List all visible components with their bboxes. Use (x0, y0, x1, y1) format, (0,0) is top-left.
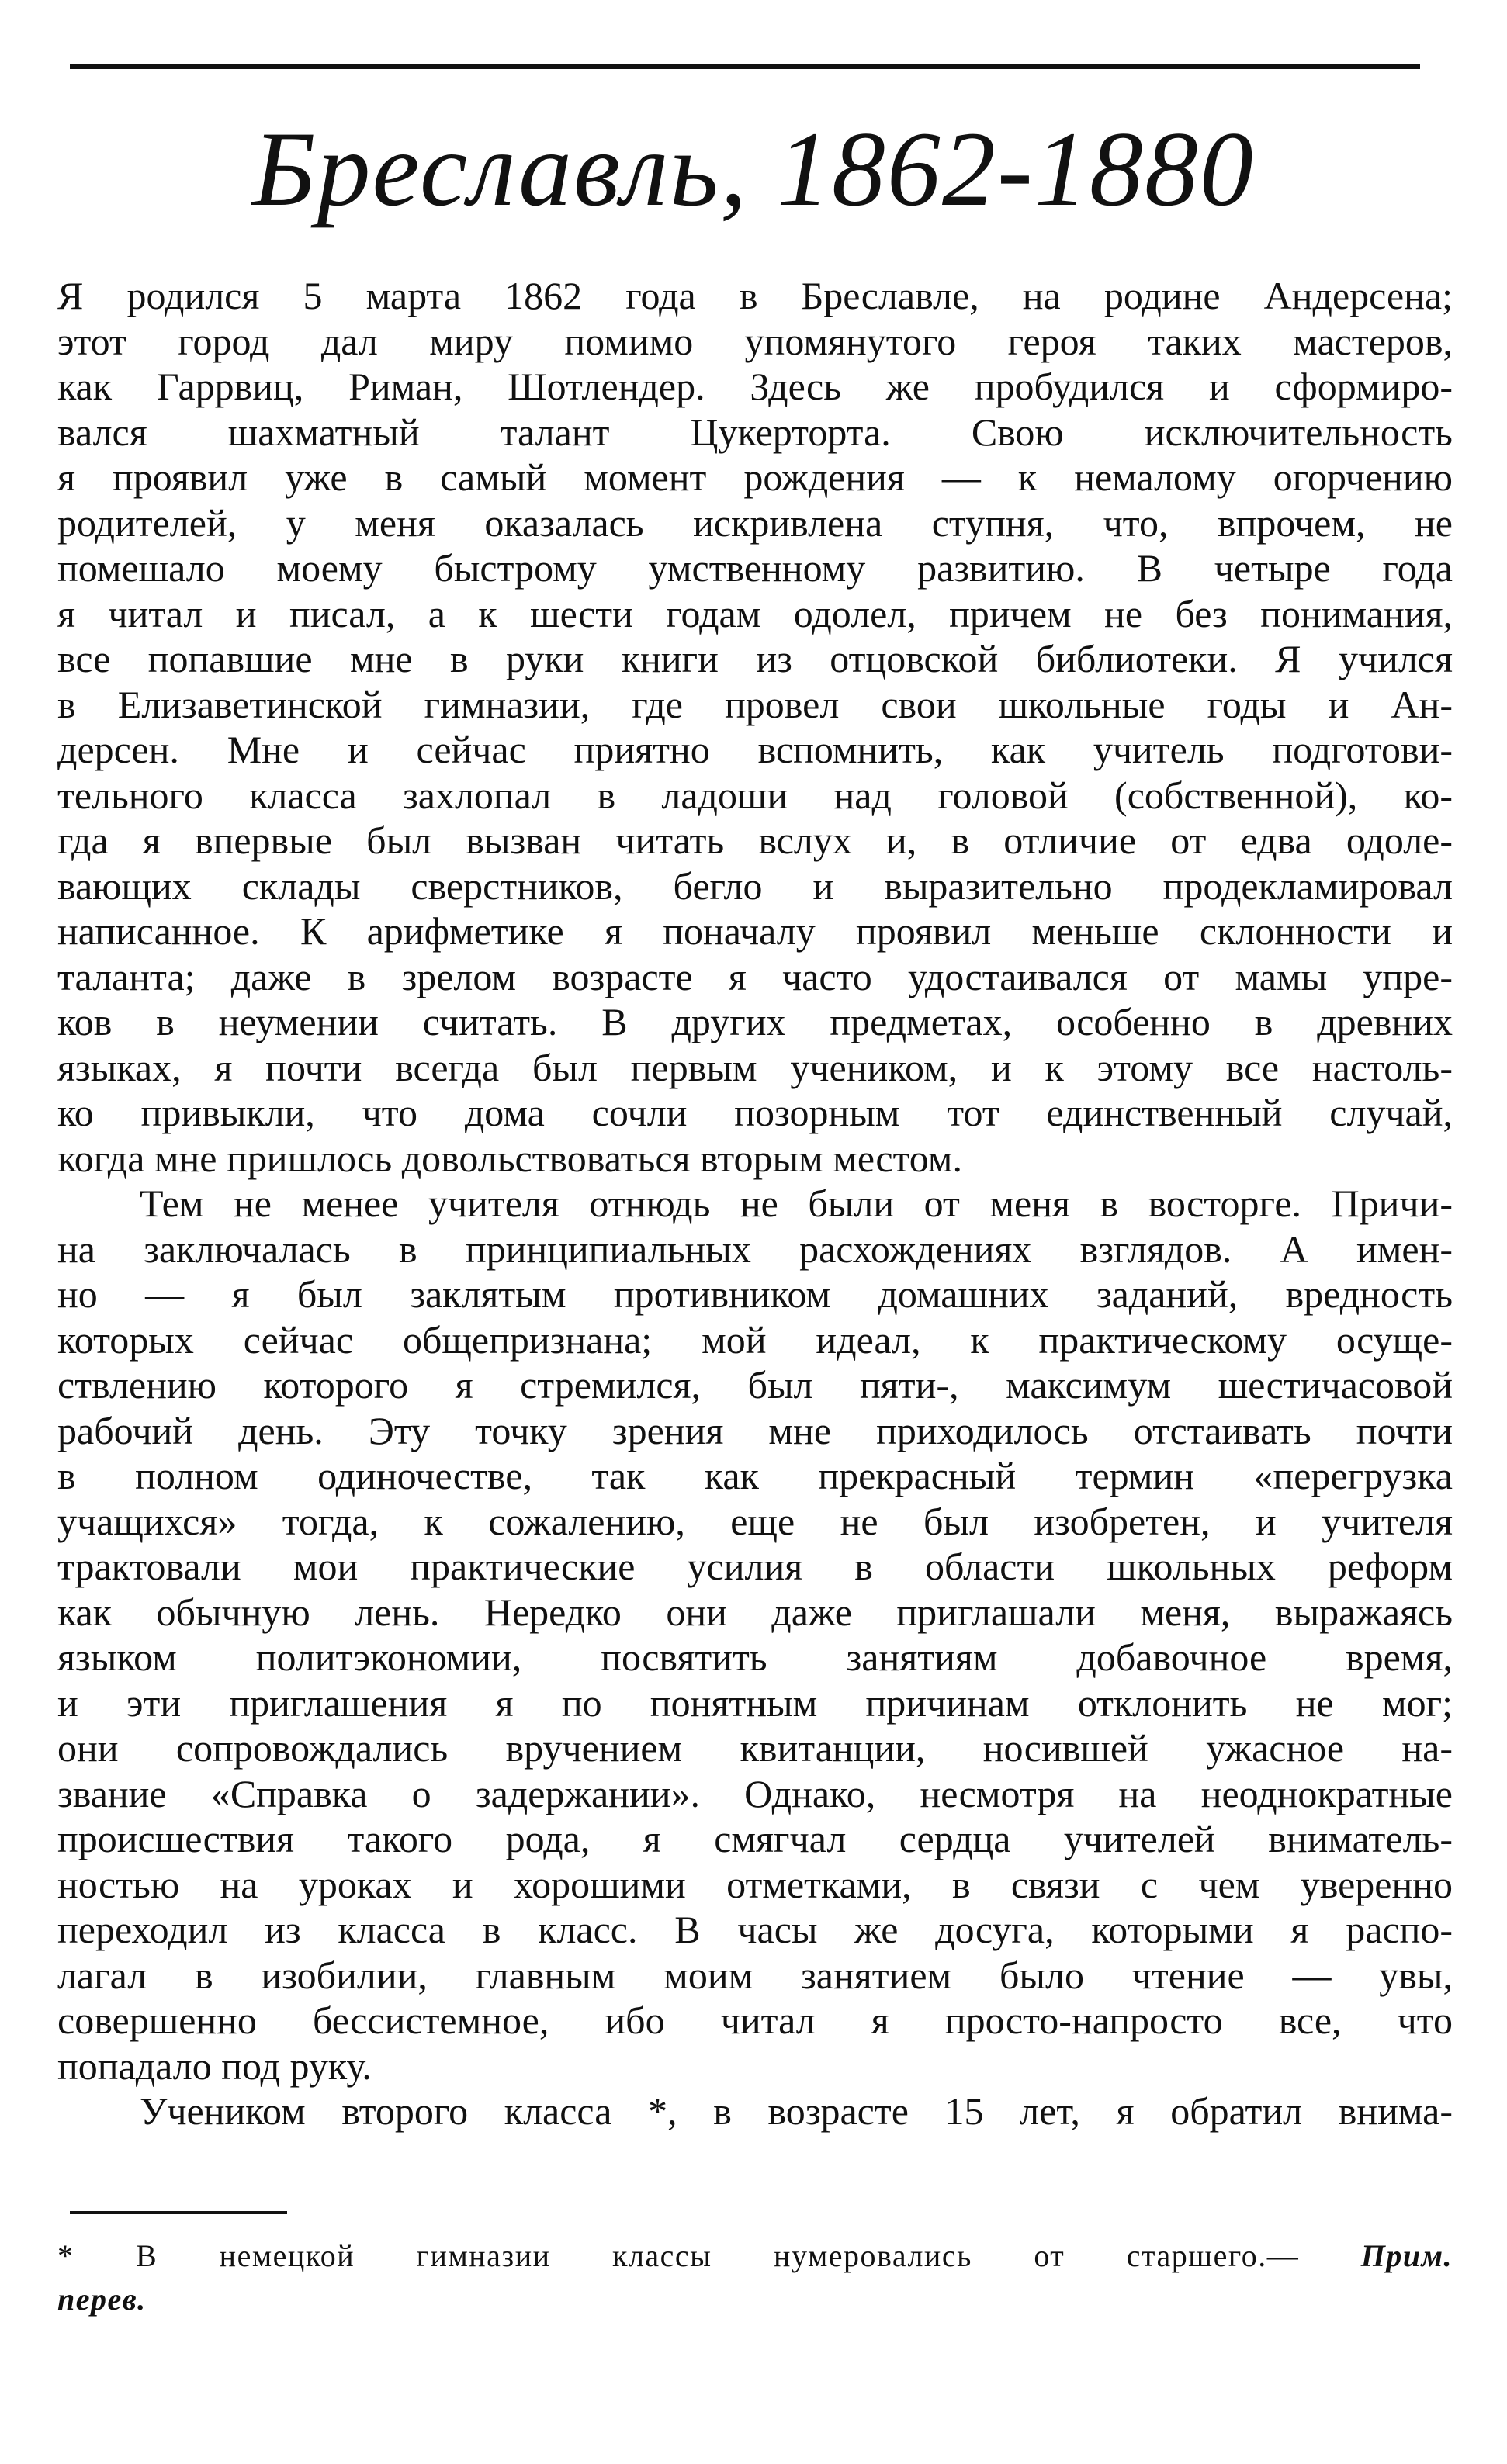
chapter-title: Бреславль, 1862-1880 (252, 109, 1255, 228)
text-line: ков в неумении считать. В других предметах, особенно в древних (57, 1000, 1453, 1043)
text-line: родителей, у меня оказалась искривлена ступня, что, впрочем, не (57, 500, 1453, 545)
text-line: в Елизаветинской гимназии, где провел свои школьные годы и Ан- (57, 682, 1453, 726)
text-line: вающих склады сверстников, бегло и выразительно продекламировал (57, 863, 1453, 908)
text-line: все попавшие мне в руки книги из отцовской библиотеки. Я учился (57, 637, 1453, 680)
text-line: гда я впервые был вызван читать вслух и, в отличие от едва одоле- (57, 818, 1453, 862)
text-line: ностью на уроках и хорошими отметками, в связи с чем уверенно (57, 1862, 1453, 1906)
footnote-translator-label: перев. (57, 2282, 147, 2317)
text-line: вался шахматный талант Цукерторта. Свою исключительность (57, 410, 1453, 454)
text-line: ко привыкли, что дома сочли позорным тот единственный случай, (57, 1091, 1453, 1134)
text-line: ствлению которого я стремился, был пяти-, максимум шестичасовой (57, 1363, 1453, 1407)
text-line: в полном одиночестве, так как прекрасный термин «перегрузка (57, 1454, 1453, 1497)
body-text (57, 273, 1453, 2134)
text-line: лагал в изобилии, главным моим занятием было чтение — увы, (57, 1953, 1453, 1997)
text-line: как Гаррвиц, Риман, Шотлендер. Здесь же пробудился и сформиро- (57, 365, 1453, 408)
footnote-text: * В немецкой гимназии классы нумеровались от старшего.— (57, 2238, 1300, 2273)
paragraph-3 (57, 2089, 1453, 2134)
text-line: Тем не менее учителя отнюдь не были от меня в восторге. Причи- (140, 1182, 1453, 1225)
text-line: Я родился 5 марта 1862 года в Бреславле, на родине Андерсена; (57, 274, 1453, 317)
text-line: совершенно бессистемное, ибо читал я просто-напросто все, что (57, 1999, 1453, 2042)
text-line: языках, я почти всегда был первым учеником, и к этому все настоль- (57, 1045, 1453, 1089)
text-line: я читал и писал, а к шести годам одолел, причем не без понимания, (57, 591, 1453, 635)
text-line: звание «Справка о задержании». Однако, несмотря на неоднократные (57, 1771, 1453, 1815)
text-line: тельного класса захлопал в ладоши над головой (собственной), ко- (57, 773, 1453, 817)
text-line: но — я был заклятым противником домашних заданий, вредность (57, 1272, 1453, 1316)
paragraph-1 (57, 273, 1453, 1181)
text-line: дерсен. Мне и сейчас приятно вспомнить, как учитель подготови- (57, 728, 1453, 771)
header-rule (70, 64, 1420, 69)
paragraph-2 (57, 1181, 1453, 2089)
text-line: переходил из класса в класс. В часы же досуга, которыми я распо- (57, 1908, 1453, 1951)
text-line: как обычную лень. Нередко они даже приглашали меня, выражаясь (57, 1590, 1453, 1634)
text-line: написанное. К арифметике я поначалу проявил меньше склонности и (57, 909, 1453, 953)
text-line: я проявил уже в самый момент рождения — к немалому огорчению (57, 455, 1453, 499)
text-line: на заключалась в принципиальных расхождениях взглядов. А имен- (57, 1227, 1453, 1271)
text-line: трактовали мои практические усилия в области школьных реформ (57, 1545, 1453, 1588)
text-line: они сопровождались вручением квитанции, носившей ужасное на- (57, 1726, 1453, 1770)
text-line: помешало моему быстрому умственному развитию. В четыре года (57, 546, 1453, 590)
text-line: происшествия такого рода, я смягчал сердца учителей вниматель- (57, 1817, 1453, 1860)
text-line: когда мне пришлось довольствоваться вторым местом. (57, 1136, 962, 1180)
text-line: Учеником второго класса *, в возрасте 15 лет, я обратил внима- (140, 2089, 1453, 2133)
text-line: таланта; даже в зрелом возрасте я часто удостаивался от мамы упре- (57, 954, 1453, 998)
footnote-line (57, 2234, 1453, 2278)
footnote-note-label: Прим. (1360, 2238, 1453, 2273)
text-line: которых сейчас общепризнана; мой идеал, к практическому осуще- (57, 1317, 1453, 1362)
text-line: и эти приглашения я по понятным причинам отклонить не мог; (57, 1680, 1453, 1725)
footnote-rule (70, 2211, 287, 2214)
footnote (57, 2234, 1453, 2321)
text-line: этот город дал миру помимо упомянутого героя таких мастеров, (57, 319, 1453, 363)
text-line: попадало под руку. (57, 2044, 372, 2088)
text-line: рабочий день. Эту точку зрения мне приходилось отстаивать почти (57, 1408, 1453, 1452)
text-line: языком политэкономии, посвятить занятиям добавочное время, (57, 1635, 1453, 1679)
text-line: учащихся» тогда, к сожалению, еще не был изобретен, и учителя (57, 1499, 1453, 1543)
